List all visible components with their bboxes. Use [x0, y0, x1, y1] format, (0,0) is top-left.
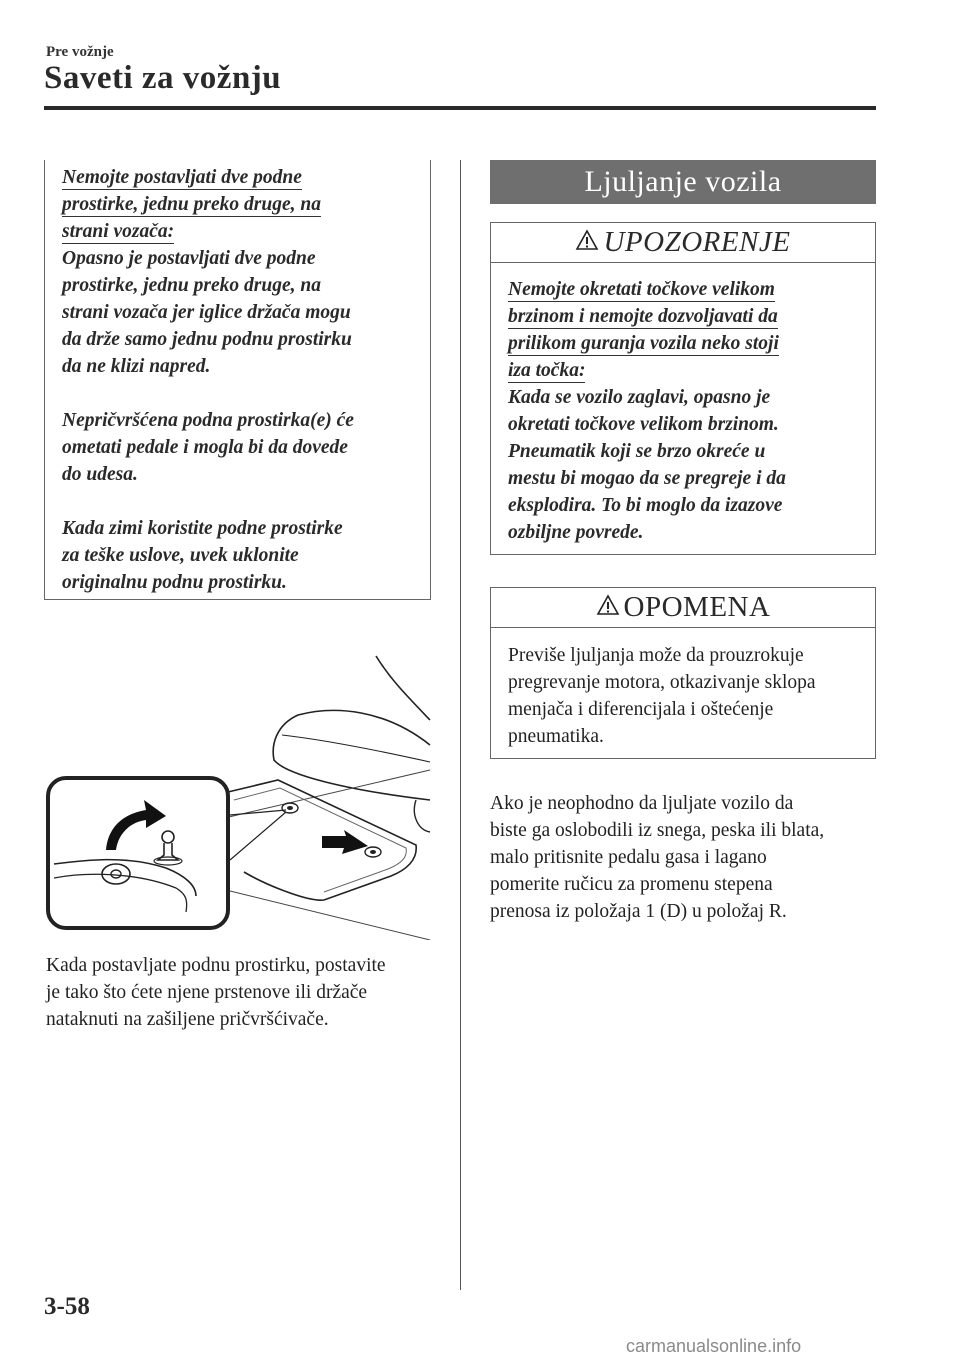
warning-triangle-icon: [575, 229, 599, 256]
caution-box: [490, 587, 876, 759]
caution-label: OPOMENA: [623, 591, 771, 623]
warning-triangle-icon: [596, 594, 620, 621]
warning-heading: Nemojte postavljati dve podne prostirke, jednu preko druge, na strani vozača:: [62, 167, 321, 242]
rocking-instructions: Ako je neophodno da ljuljate vozilo da biste ga oslobodili iz snega, peska ili blata, malo pritisnite pedalu gasa i lagano pomerite ručicu za promenu stepena prenosa iz položaja 1 (D) u položaj R.: [490, 793, 825, 922]
page-number: 3-58: [44, 1293, 90, 1320]
warning-header: [491, 223, 875, 263]
warning-heading: Nemojte okretati točkove velikom brzinom i nemojte dozvoljavati da prilikom guranja vozila neko stoji iza točka:: [508, 279, 779, 381]
column-divider: [460, 160, 461, 1290]
section-heading-bar: Ljuljanje vozila: [490, 160, 876, 204]
warning-box: [490, 222, 876, 555]
warning-label: UPOZORENJE: [603, 226, 791, 258]
warning-continuation-text: [62, 164, 422, 596]
figure-caption: Kada postavljate podnu prostirku, postavite je tako što ćete njene prstenove ili držače nataknuti na zašiljene pričvršćivače.: [46, 955, 386, 1030]
warning-paragraph-1: Opasno je postavljati dve podne prostirke, jednu preko druge, na strani vozača jer iglice držača mogu da drže samo jednu podnu prostirku da ne klizi napred.: [62, 248, 352, 377]
section-label: Pre vožnje: [46, 44, 114, 60]
caution-header: [491, 588, 875, 628]
warning-body: [491, 263, 875, 546]
warning-paragraph-3: Kada zimi koristite podne prostirke za teške uslove, uvek uklonite originalnu podnu prostirku.: [62, 518, 343, 593]
floor-mat-illustration: [46, 650, 432, 940]
title-rule: [44, 106, 876, 110]
watermark: carmanualsonline.info: [626, 1336, 802, 1356]
warning-paragraph-2: Nepričvršćena podna prostirka(e) će ometati pedale i mogla bi da dovede do udesa.: [62, 410, 354, 485]
warning-text: Kada se vozilo zaglavi, opasno je okretati točkove velikom brzinom. Pneumatik koji se brzo okreće u mestu bi mogao da se pregreje i da eksplodira. To bi moglo da izazove ozbiljne povrede.: [508, 387, 786, 543]
page-title: Saveti za vožnju: [44, 60, 282, 96]
caution-text: Previše ljuljanja može da prouzrokuje pregrevanje motora, otkazivanje sklopa menjača i diferencijala i oštećenje pneumatika.: [508, 645, 816, 747]
warning-continuation-box: [44, 160, 431, 600]
floor-mat-hook-illustration: [46, 650, 432, 940]
